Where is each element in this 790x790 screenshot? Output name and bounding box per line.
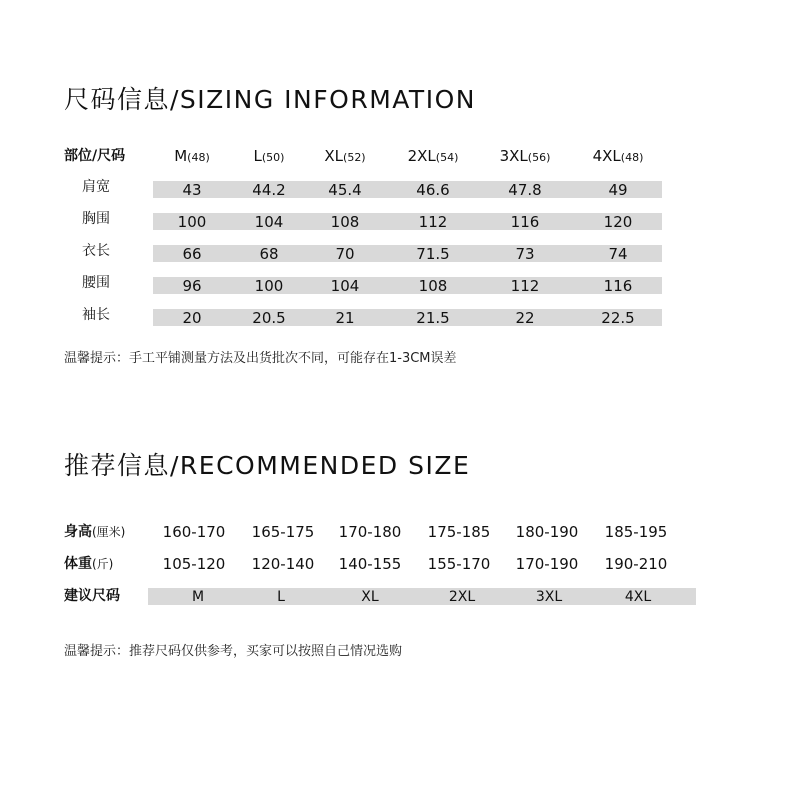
- table-cell: 116: [603, 277, 633, 295]
- table-cell: 104: [330, 277, 360, 295]
- table-cell: 20.5: [252, 309, 286, 327]
- recommended-title: 推荐信息/RECOMMENDED SIZE: [64, 451, 471, 480]
- size-note: (56): [527, 151, 551, 164]
- size-name: M: [174, 147, 188, 165]
- table-cell: 100: [254, 277, 284, 295]
- height-label-text: 身高: [64, 524, 92, 540]
- table-cell: 96: [182, 277, 202, 295]
- weight-label: [64, 557, 113, 571]
- measure-label-length: 衣长: [82, 243, 110, 259]
- table-cell: 104: [254, 213, 284, 231]
- table-cell: 108: [418, 277, 448, 295]
- table-cell: 47.8: [508, 181, 542, 199]
- weight-label-text: 体重: [64, 556, 92, 572]
- table-cell: 43: [182, 181, 202, 199]
- size-name: L: [253, 147, 262, 165]
- size-column-header: [324, 149, 365, 164]
- size-name: 3XL: [499, 147, 528, 165]
- row-band: [153, 245, 662, 262]
- sizing-note: 温馨提示：手工平铺测量方法及出货批次不同，可能存在1-3CM误差: [64, 351, 457, 366]
- table-cell: L: [277, 589, 285, 605]
- table-cell: 105-120: [162, 555, 226, 573]
- table-cell: 2XL: [448, 589, 476, 605]
- size-name: 2XL: [407, 147, 436, 165]
- size-note: (48): [620, 151, 644, 164]
- table-cell: 22.5: [601, 309, 635, 327]
- table-cell: 120-140: [251, 555, 315, 573]
- size-column-header: [174, 149, 210, 164]
- suggested-size-label: 建议尺码: [64, 588, 120, 604]
- recommended-note: 温馨提示：推荐尺码仅供参考，买家可以按照自己情况选购: [64, 644, 403, 659]
- table-cell: 68: [259, 245, 279, 263]
- size-column-header: [408, 149, 459, 164]
- row-band: [153, 213, 662, 230]
- table-cell: 46.6: [416, 181, 450, 199]
- row-band: [153, 309, 662, 326]
- row-band: [148, 588, 696, 605]
- table-cell: 180-190: [515, 523, 579, 541]
- table-cell: 175-185: [427, 523, 491, 541]
- table-cell: M: [191, 589, 205, 605]
- table-cell: 112: [510, 277, 540, 295]
- size-column-header: [593, 149, 644, 164]
- table-cell: 100: [177, 213, 207, 231]
- table-cell: 20: [182, 309, 202, 327]
- table-cell: 3XL: [535, 589, 563, 605]
- size-name: 4XL: [592, 147, 621, 165]
- table-cell: 22: [515, 309, 535, 327]
- table-cell: 170-180: [338, 523, 402, 541]
- table-cell: 74: [608, 245, 628, 263]
- size-name: XL: [324, 147, 344, 165]
- table-cell: 21: [335, 309, 355, 327]
- row-band: [153, 277, 662, 294]
- sizing-header-label: 部位/尺码: [64, 148, 126, 164]
- table-cell: 73: [515, 245, 535, 263]
- table-cell: 170-190: [515, 555, 579, 573]
- table-cell: 66: [182, 245, 202, 263]
- measure-label-shoulder: 肩宽: [82, 179, 110, 195]
- table-cell: 112: [418, 213, 448, 231]
- table-cell: 116: [510, 213, 540, 231]
- table-cell: 140-155: [338, 555, 402, 573]
- height-unit: (厘米): [92, 525, 126, 539]
- table-cell: 44.2: [252, 181, 286, 199]
- table-cell: 165-175: [251, 523, 315, 541]
- table-cell: 70: [335, 245, 355, 263]
- measure-label-chest: 胸围: [82, 211, 110, 227]
- row-band: [153, 181, 662, 198]
- sizing-title: 尺码信息/SIZING INFORMATION: [64, 85, 476, 114]
- table-cell: 160-170: [162, 523, 226, 541]
- table-cell: 21.5: [416, 309, 450, 327]
- table-cell: 185-195: [604, 523, 668, 541]
- size-column-header: [254, 149, 285, 164]
- height-label: [64, 525, 125, 539]
- table-cell: 108: [330, 213, 360, 231]
- size-note: (48): [187, 151, 210, 164]
- weight-unit: (斤): [92, 557, 114, 571]
- table-cell: XL: [361, 589, 379, 605]
- table-cell: 49: [608, 181, 628, 199]
- size-column-header: [500, 149, 551, 164]
- size-note: (54): [435, 151, 459, 164]
- table-cell: 120: [603, 213, 633, 231]
- table-cell: 155-170: [427, 555, 491, 573]
- table-cell: 71.5: [416, 245, 450, 263]
- size-note: (50): [261, 151, 285, 164]
- table-cell: 4XL: [624, 589, 652, 605]
- table-cell: 190-210: [604, 555, 668, 573]
- size-note: (52): [343, 151, 366, 164]
- measure-label-waist: 腰围: [82, 275, 110, 291]
- table-cell: 45.4: [328, 181, 362, 199]
- measure-label-sleeve: 袖长: [82, 307, 110, 323]
